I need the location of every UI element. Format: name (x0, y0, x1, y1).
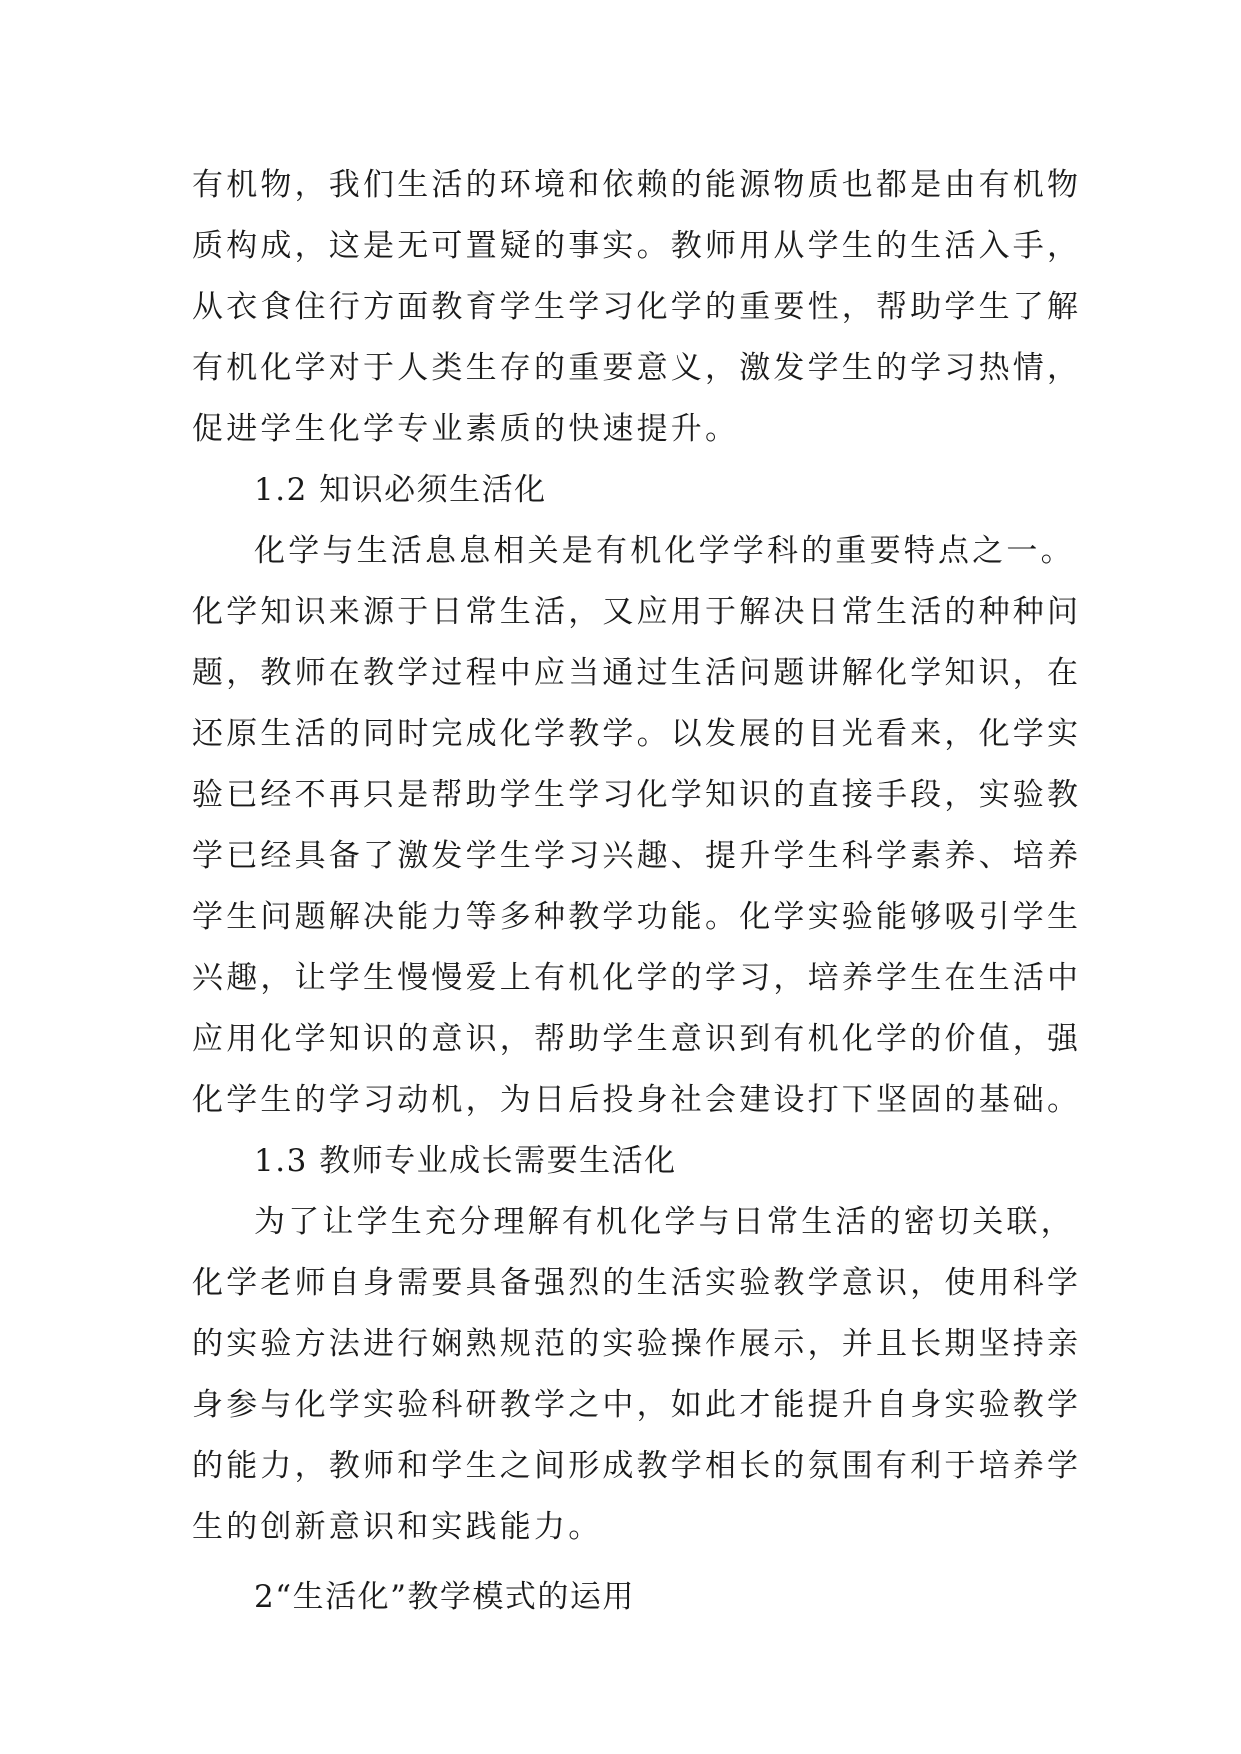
section-heading-1-3: 1.3 教师专业成长需要生活化 (254, 1143, 677, 1179)
text-line: 还原生活的同时完成化学教学。以发展的目光看来，化学实 (192, 716, 1082, 752)
paragraph-knowledge-life (192, 521, 1082, 1131)
text-line: 有机物，我们生活的环境和依赖的能源物质也都是由有机物 (192, 167, 1082, 203)
section-heading-2: 2“生活化”教学模式的运用 (254, 1579, 635, 1615)
text-line: 质构成，这是无可置疑的事实。教师用从学生的生活入手， (192, 228, 1082, 264)
text-line: 化学与生活息息相关是有机化学学科的重要特点之一。 (254, 533, 1075, 569)
text-line: 身参与化学实验科研教学之中，如此才能提升自身实验教学 (192, 1387, 1082, 1423)
paragraph-continuation (192, 155, 1082, 460)
text-line: 兴趣，让学生慢慢爱上有机化学的学习，培养学生在生活中 (192, 960, 1082, 996)
text-line: 化学老师自身需要具备强烈的生活实验教学意识，使用科学 (192, 1265, 1082, 1301)
paragraph-teacher-growth (192, 1192, 1082, 1558)
text-line: 化学生的学习动机，为日后投身社会建设打下坚固的基础。 (192, 1082, 1082, 1118)
document-page (192, 155, 1082, 1628)
text-line: 题，教师在教学过程中应当通过生活问题讲解化学知识，在 (192, 655, 1082, 691)
text-line: 从衣食住行方面教育学生学习化学的重要性，帮助学生了解 (192, 289, 1082, 325)
text-line: 有机化学对于人类生存的重要意义，激发学生的学习热情， (192, 350, 1082, 386)
text-line: 为了让学生充分理解有机化学与日常生活的密切关联， (254, 1204, 1075, 1240)
text-line: 验已经不再只是帮助学生学习化学知识的直接手段，实验教 (192, 777, 1082, 813)
text-line: 促进学生化学专业素质的快速提升。 (192, 411, 740, 447)
text-line: 的能力，教师和学生之间形成教学相长的氛围有利于培养学 (192, 1448, 1082, 1484)
text-line: 生的创新意识和实践能力。 (192, 1509, 603, 1545)
text-line: 的实验方法进行娴熟规范的实验操作展示，并且长期坚持亲 (192, 1326, 1082, 1362)
text-line: 化学知识来源于日常生活，又应用于解决日常生活的种种问 (192, 594, 1082, 630)
text-line: 学生问题解决能力等多种教学功能。化学实验能够吸引学生 (192, 899, 1082, 935)
text-line: 学已经具备了激发学生学习兴趣、提升学生科学素养、培养 (192, 838, 1082, 874)
text-line: 应用化学知识的意识，帮助学生意识到有机化学的价值，强 (192, 1021, 1082, 1057)
section-heading-1-2: 1.2 知识必须生活化 (254, 472, 547, 508)
